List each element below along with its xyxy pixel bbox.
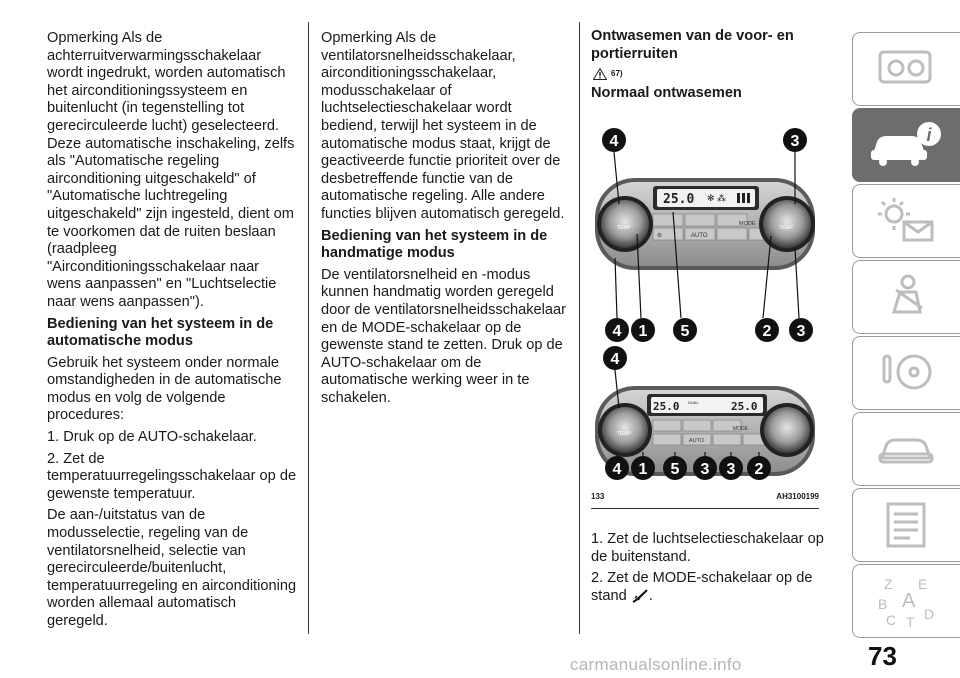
tab-car-info[interactable] bbox=[852, 108, 960, 182]
car-info-icon bbox=[867, 120, 947, 170]
tab-starting-driving[interactable] bbox=[852, 336, 960, 410]
top-climate-panel bbox=[595, 178, 815, 270]
text-column-3 bbox=[591, 26, 841, 609]
svg-text:DUAL: DUAL bbox=[688, 400, 699, 406]
key-steering-wheel-icon bbox=[872, 348, 942, 398]
note-paragraph: Opmerking Als de ventilatorsnelheidsschakelaar, airconditioningsschakelaar, modusschakelaar of luchtselectieschakelaar wordt bediend, terwijl het systeem in de automatische modus staat, krijgt de geactiveerde functie prioriteit over de desbetreffende functie van de automatische regeling. Alle andere functies blijven automatisch geregeld. bbox=[321, 30, 565, 222]
svg-text:4: 4 bbox=[612, 323, 622, 341]
tab-lights-messages[interactable] bbox=[852, 184, 960, 258]
chapter-sidebar bbox=[852, 32, 960, 640]
watermark: carmanualsonline.info bbox=[570, 655, 742, 674]
svg-text:4: 4 bbox=[612, 461, 622, 479]
callouts-bottom bbox=[603, 346, 627, 370]
step-1: 1. Druk op de AUTO-schakelaar. bbox=[47, 429, 257, 446]
car-service-icon bbox=[872, 424, 942, 474]
svg-text:3: 3 bbox=[726, 461, 736, 479]
section-heading-defog: Ontwasemen van de voor- en portierruiten bbox=[591, 28, 794, 62]
tab-dashboard[interactable] bbox=[852, 32, 960, 106]
svg-text:4: 4 bbox=[609, 133, 619, 151]
step-2: 2. Zet de temperatuurregelingsschakelaar op de gewenste temperatuur. bbox=[47, 450, 297, 502]
svg-text:B: B bbox=[877, 596, 887, 612]
svg-text:E: E bbox=[917, 576, 927, 592]
tab-maintenance[interactable] bbox=[852, 488, 960, 562]
column-divider bbox=[579, 22, 580, 634]
svg-text:Z: Z bbox=[883, 576, 893, 592]
subheading-normal-defog: Normaal ontwasemen bbox=[591, 84, 742, 101]
warning-triangle-icon bbox=[593, 68, 607, 80]
svg-text:2: 2 bbox=[754, 461, 764, 479]
svg-text:3: 3 bbox=[700, 461, 710, 479]
warning-reference bbox=[593, 65, 841, 83]
svg-text:T: T bbox=[905, 614, 915, 629]
svg-text:TEMP: TEMP bbox=[617, 431, 631, 438]
climate-panel-diagram bbox=[591, 108, 819, 478]
svg-text:1: 1 bbox=[638, 323, 648, 341]
alphabet-index-icon bbox=[872, 573, 942, 629]
note-paragraph: Opmerking Als de achterruitverwarmingsschakelaar wordt ingedrukt, worden automatisch het airconditioningssysteem en buitenlucht (in tegenstelling tot gerecirculeerde lucht) geselecteerd. Deze automatische inschakeling, zelfs als "Automatische regeling airconditioning uitgeschakeld" of "Automatische luchtregeling uitgeschakeld" zijn ingesteld, dient om te voorkomen dat de ruiten beslaan (raadpleeg "Airconditioningsschakelaar naar wens aanpassen" en "Luchtselectie naar wens aanpassen"). bbox=[47, 30, 295, 310]
paragraph: De aan-/uitstatus van de modusselectie, regeling van de ventilatorsnelheid, selectie van gerecirculeerde/buitenlucht, temperatuurregeling en airconditioning worden allemaal automatisch geregeld. bbox=[47, 507, 297, 629]
svg-text:A: A bbox=[901, 590, 915, 612]
svg-text:i: i bbox=[925, 125, 932, 145]
climate-control-figure bbox=[591, 108, 819, 478]
section-heading-manual: Bediening van het systeem in de handmatige modus bbox=[321, 227, 548, 262]
light-and-mail-icon bbox=[872, 196, 942, 246]
svg-text:3: 3 bbox=[796, 323, 806, 341]
step-2 bbox=[591, 570, 841, 605]
callouts-bottom-row bbox=[591, 452, 819, 482]
svg-text:4: 4 bbox=[610, 351, 620, 369]
warning-ref-number: 67) bbox=[611, 69, 623, 79]
document-list-icon bbox=[872, 500, 942, 550]
svg-text:2: 2 bbox=[762, 323, 772, 341]
column-divider bbox=[308, 22, 309, 634]
paragraph: De ventilatorsnelheid en -modus kunnen handmatig worden geregeld door de ventilatorsnelheidsschakelaar en de MODE-schakelaar op de gewenste stand te zetten. Druk op de AUTO-schakelaar om de automatische werking weer in te schakelen. bbox=[321, 266, 567, 406]
tab-emergency[interactable] bbox=[852, 412, 960, 486]
step-1: 1. Zet de luchtselectieschakelaar op de buitenstand. bbox=[591, 530, 824, 565]
bottom-right-temp: 25.0 bbox=[731, 400, 758, 414]
tab-index[interactable] bbox=[852, 564, 960, 638]
svg-text:3: 3 bbox=[790, 133, 800, 151]
text-column-1 bbox=[47, 30, 297, 635]
svg-text:MODE: MODE bbox=[733, 426, 748, 433]
step-2-suffix: . bbox=[648, 587, 653, 604]
airbag-passenger-icon bbox=[872, 272, 942, 322]
svg-text:✻ ⁂: ✻ ⁂ bbox=[707, 193, 727, 204]
bottom-left-temp: 25.0 bbox=[653, 400, 680, 414]
figure-code: AH3100199 bbox=[776, 492, 819, 502]
svg-text:AUTO: AUTO bbox=[689, 438, 705, 445]
svg-text:1: 1 bbox=[638, 461, 648, 479]
defrost-mode-icon bbox=[631, 588, 649, 604]
svg-text:D: D bbox=[923, 606, 934, 622]
paragraph: Gebruik het systeem onder normale omstandigheden in de automatische modus en volg de volgende procedures: bbox=[47, 354, 282, 424]
knob-label: TEMP bbox=[617, 225, 631, 232]
auto-button-label: AUTO bbox=[691, 233, 708, 240]
knob-label: TEMP bbox=[779, 225, 793, 232]
svg-text:5: 5 bbox=[680, 323, 690, 341]
mode-button-label: MODE bbox=[739, 221, 756, 228]
bottom-callout-row bbox=[591, 452, 819, 482]
page-number: 73 bbox=[868, 641, 897, 671]
section-heading-auto: Bediening van het systeem in de automatische modus bbox=[47, 315, 274, 350]
car-dashboard-icon bbox=[872, 44, 942, 94]
figure-caption bbox=[591, 488, 819, 506]
tab-safety[interactable] bbox=[852, 260, 960, 334]
step-2-text: 2. Zet de MODE-schakelaar op de stand bbox=[591, 570, 813, 604]
svg-text:⊚: ⊚ bbox=[657, 233, 663, 240]
top-temp-display: 25.0 bbox=[663, 192, 695, 208]
svg-text:5: 5 bbox=[670, 461, 680, 479]
text-column-2 bbox=[321, 30, 571, 411]
svg-text:C: C bbox=[885, 612, 896, 628]
caption-rule bbox=[591, 508, 819, 509]
figure-number: 133 bbox=[591, 492, 605, 502]
